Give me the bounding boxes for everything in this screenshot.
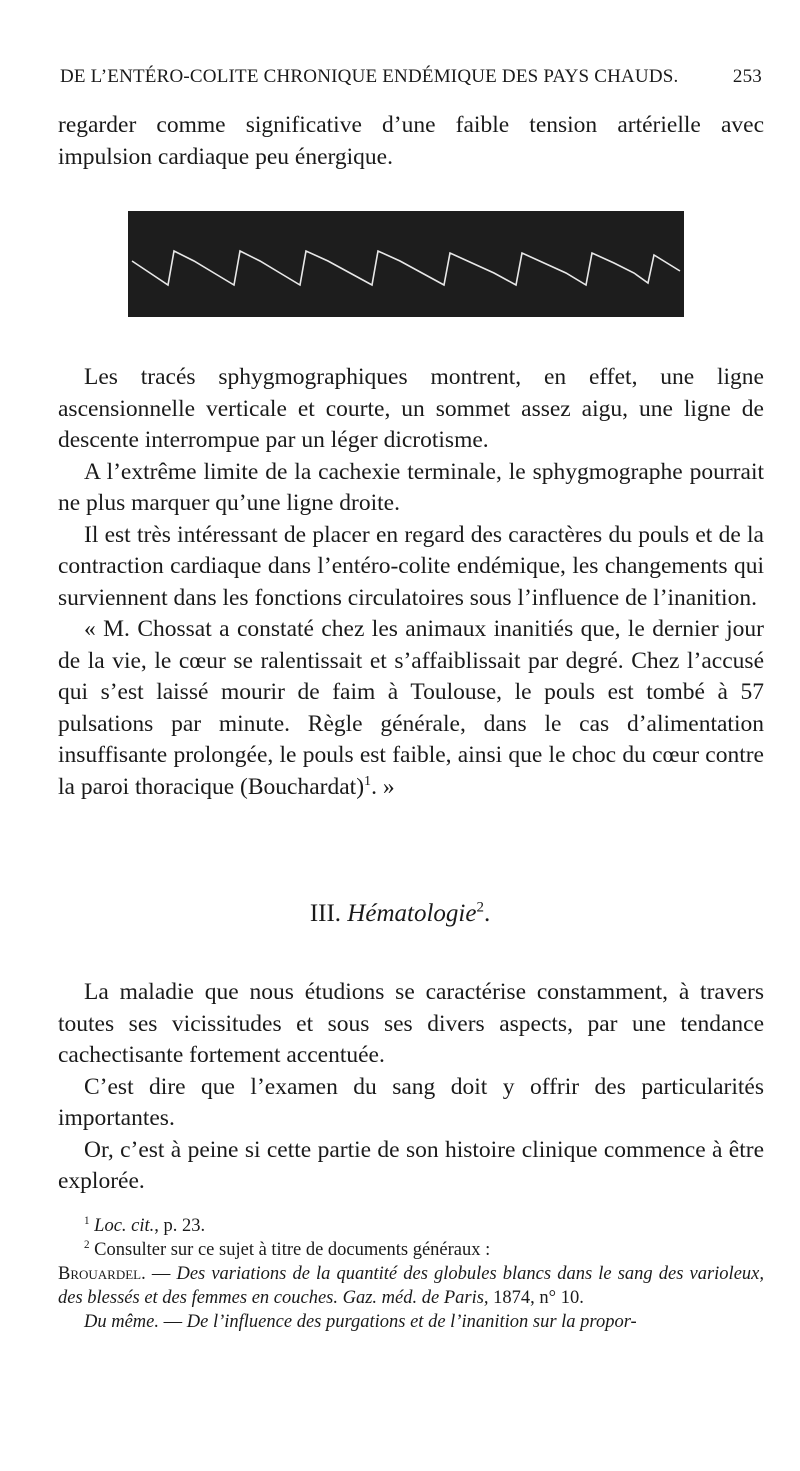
paragraph: La maladie que nous étudions se caractérise constamment, à travers toutes ses vicissitudes et sous ses divers aspects, par une tendance cachectisante fortement accentuée. <box>58 979 764 1068</box>
section-number: III. <box>309 900 342 927</box>
page-number: 253 <box>732 66 762 87</box>
paragraph: C’est dire que l’examen du sang doit y offrir des particularités importantes. <box>58 1073 764 1131</box>
footnote-1 <box>58 1214 764 1238</box>
footnote-1-italic: Loc. cit. <box>94 1216 155 1236</box>
reference-author: Du même. <box>84 1312 160 1332</box>
sphygmograph-trace-figure <box>128 211 684 317</box>
footnote-ref: 2 <box>476 899 484 916</box>
reference-title: De l’influence des purgations et de l’inanition sur la propor- <box>186 1312 637 1332</box>
section-title: Hématologie <box>347 900 477 927</box>
quote-text: « M. Chossat a constaté chez les animaux inanitiés que, le dernier jour de la vie, le cœur se ralentissait et s’affaiblissait par degré. Chez l’accusé qui s’est laissé mourir de faim à Toulouse, le pouls est tombé à 57 pulsations par minute. Règle générale, dans le cas d’alimentation insuffisante prolongée, le pouls est faible, ainsi que le choc du cœur contre la paroi thoracique (Bouchardat) <box>58 616 764 800</box>
section-text <box>58 977 764 1198</box>
footnote-2 <box>58 1238 764 1262</box>
footnote-2-text: Consulter sur ce sujet à titre de documents généraux : <box>94 1240 491 1260</box>
intro-paragraph: regarder comme significative d’une faible tension artérielle avec impulsion cardiaque peu énergique. <box>58 112 764 170</box>
footnote-ref: 1 <box>364 772 372 789</box>
footnote-marker: 1 <box>84 1214 90 1227</box>
section-end: . <box>483 900 491 927</box>
quote-paragraph <box>58 614 764 803</box>
reference-author: Brouardel. <box>58 1264 146 1284</box>
paragraph: Les tracés sphygmographiques montrent, en effet, une ligne ascensionnelle verticale et courte, un sommet assez aigu, une ligne de descente interrompue par un léger dicrotisme. <box>58 364 764 453</box>
sphygmograph-trace-icon <box>128 211 684 317</box>
reference-details: 1874, n° 10. <box>488 1288 584 1308</box>
main-text <box>58 362 764 803</box>
header-title: DE L’ENTÉRO-COLITE CHRONIQUE ENDÉMIQUE DES PAYS CHAUDS. <box>60 66 679 87</box>
running-header <box>60 66 762 90</box>
paragraph: Or, c’est à peine si cette partie de son histoire clinique commence à être explorée. <box>58 1136 764 1194</box>
footnotes <box>58 1214 764 1334</box>
footnote-1-rest: , p. 23. <box>154 1216 206 1236</box>
footnote-marker: 2 <box>84 1238 90 1251</box>
reference-dash: — <box>145 1264 177 1284</box>
reference-title: Des variations de la quantité des globules blancs dans le sang des varioleux, des blessés et des femmes en couches. Gaz. méd. de Paris, <box>58 1264 764 1308</box>
section-heading <box>0 900 800 928</box>
paragraph: A l’extrême limite de la cachexie terminale, le sphygmographe pourrait ne plus marquer qu’une ligne droite. <box>58 458 764 516</box>
quote-close: . » <box>371 773 395 800</box>
paragraph: Il est très intéressant de placer en regard des caractères du pouls et de la contraction cardiaque dans l’entéro-colite endémique, les changements qui surviennent dans les fonctions circulatoires sous l’influence de l’inanition. <box>58 521 764 611</box>
intro-text <box>58 110 764 173</box>
footnote-reference-1 <box>58 1262 764 1310</box>
reference-dash: — <box>159 1312 187 1332</box>
footnote-reference-2 <box>58 1310 764 1334</box>
